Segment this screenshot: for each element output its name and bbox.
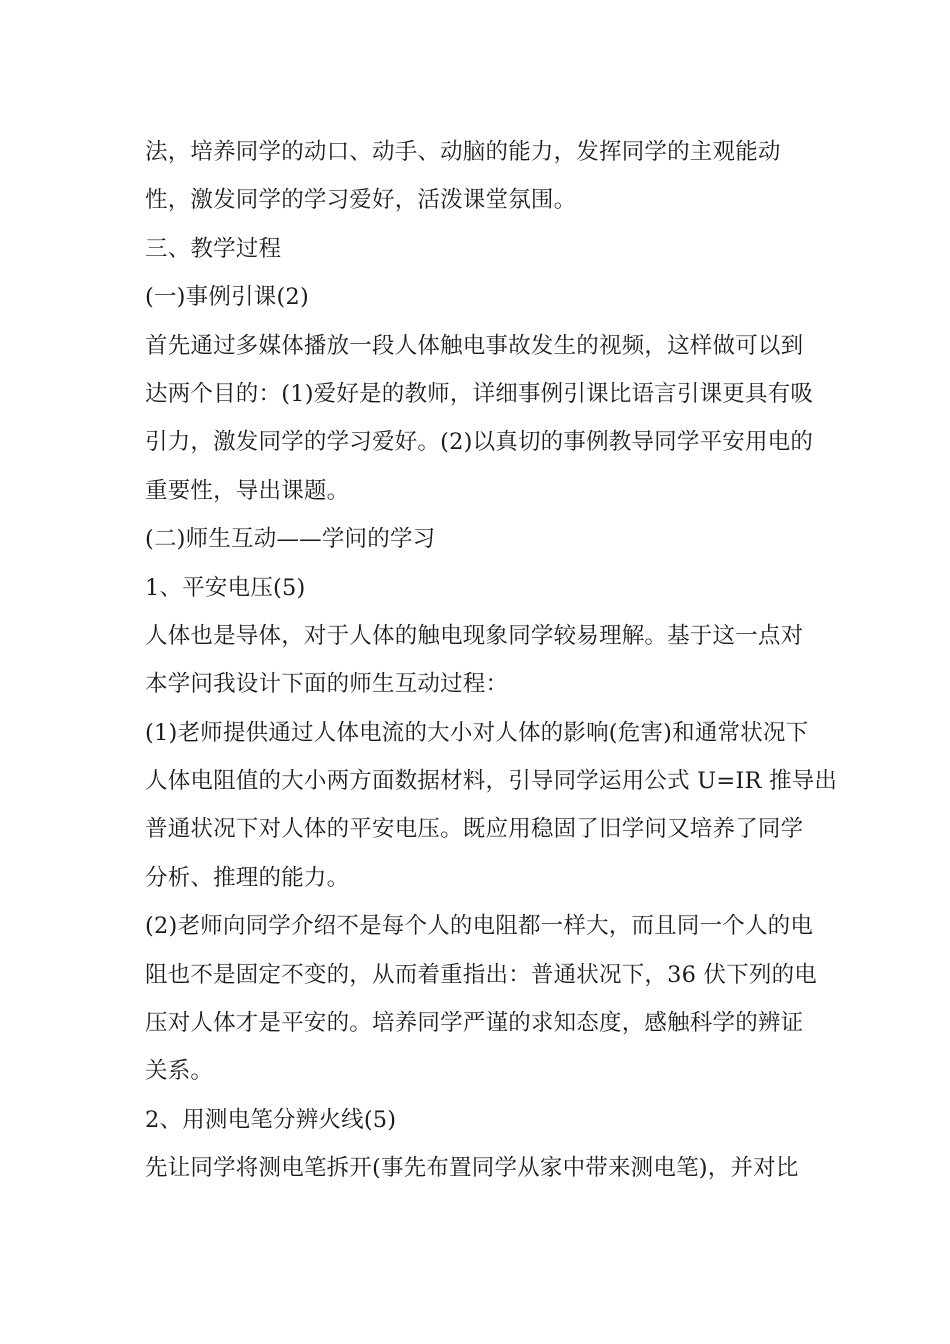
text-line: 本学问我设计下面的师生互动过程： bbox=[145, 671, 509, 698]
text-line: 首先通过多媒体播放一段人体触电事故发生的视频，这样做可以到 bbox=[145, 332, 804, 359]
text-line: 引力，激发同学的学习爱好。(2)以真切的事例教导同学平安用电的 bbox=[145, 429, 814, 456]
text-line: 先让同学将测电笔拆开(事先布置同学从家中带来测电笔)，并对比 bbox=[145, 1155, 799, 1182]
item-heading: 1、平安电压(5) bbox=[145, 574, 306, 601]
text-line: 阻也不是固定不变的，从而着重指出：普通状况下，36 伏下列的电 bbox=[145, 961, 817, 988]
text-line: 法，培养同学的动口、动手、动脑的能力，发挥同学的主观能动 bbox=[145, 139, 781, 165]
text-line: 人体也是导体，对于人体的触电现象同学较易理解。基于这一点对 bbox=[145, 622, 804, 649]
text-line: (1)老师提供通过人体电流的大小对人体的影响(危害)和通常状况下 bbox=[145, 719, 809, 746]
subsection-heading: (一)事例引课(2) bbox=[145, 284, 309, 311]
text-line: 关系。 bbox=[145, 1058, 214, 1085]
text-line: 性，激发同学的学习爱好，活泼课堂氛围。 bbox=[145, 187, 577, 214]
subsection-heading: (二)师生互动——学问的学习 bbox=[145, 526, 436, 553]
text-line: 压对人体才是平安的。培养同学严谨的求知态度，感触科学的辨证 bbox=[145, 1010, 804, 1037]
item-heading: 2、用测电笔分辨火线(5) bbox=[145, 1106, 397, 1133]
document-body bbox=[145, 128, 838, 1193]
text-line: 达两个目的：(1)爱好是的教师，详细事例引课比语言引课更具有吸 bbox=[145, 380, 814, 407]
text-line: 普通状况下对人体的平安电压。既应用稳固了旧学问又培养了同学 bbox=[145, 816, 804, 843]
text-line: 重要性，导出课题。 bbox=[145, 477, 350, 504]
text-line: 人体电阻值的大小两方面数据材料，引导同学运用公式 U=IR 推导出 bbox=[145, 768, 838, 795]
text-line: (2)老师向同学介绍不是每个人的电阻都一样大，而且同一个人的电 bbox=[145, 913, 814, 940]
section-heading: 三、教学过程 bbox=[145, 235, 282, 262]
text-line: 分析、推理的能力。 bbox=[145, 864, 350, 891]
